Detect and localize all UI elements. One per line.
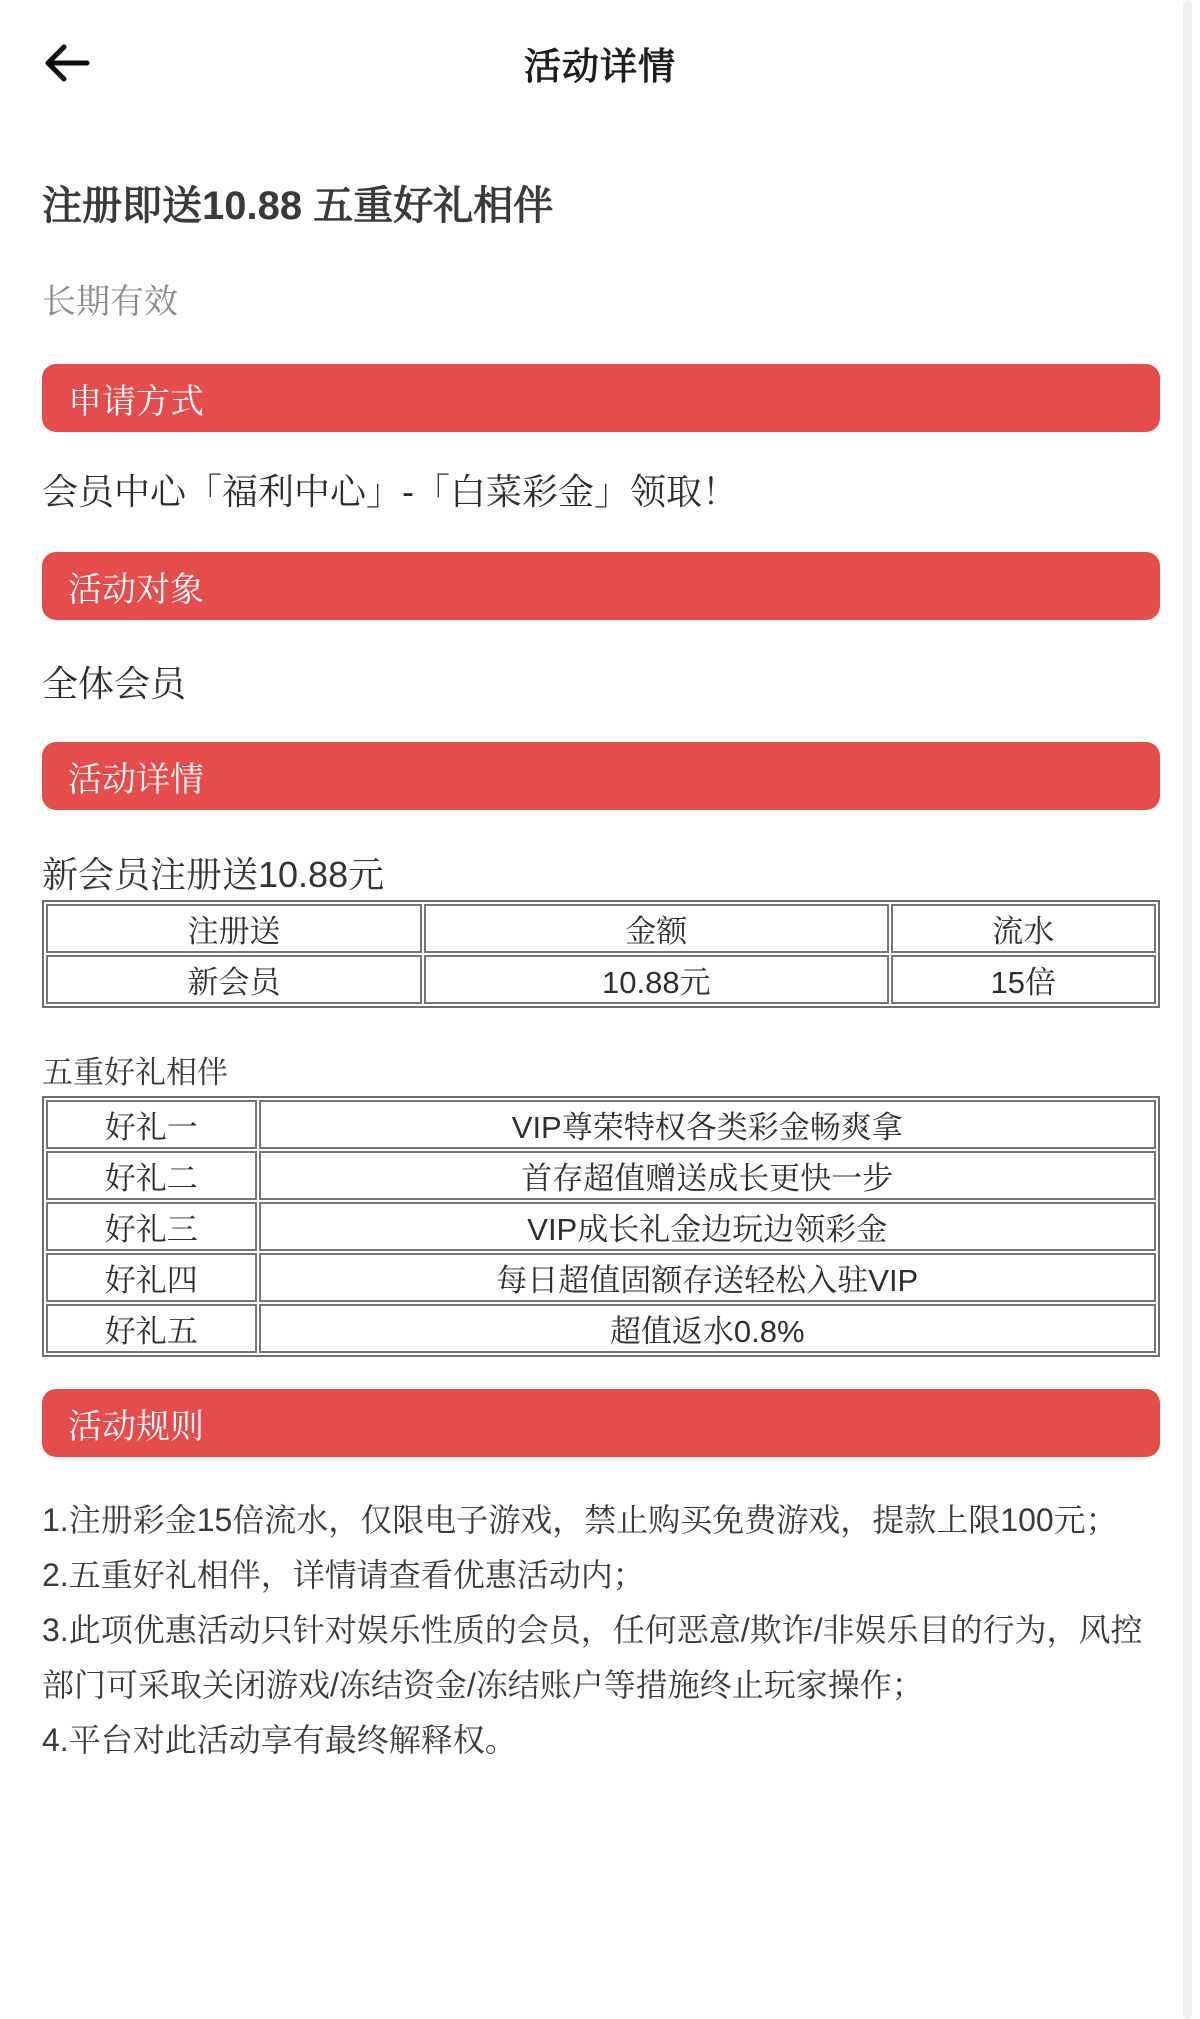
- app-header: [0, 0, 1200, 126]
- rule-item: 2.五重好礼相伴，详情请查看优惠活动内；: [42, 1557, 645, 1593]
- activity-detail-content: [0, 182, 1200, 1768]
- table-cell: 超值返水0.8%: [259, 1304, 1156, 1353]
- section-banner-details: [42, 742, 1160, 810]
- validity-label: 长期有效: [42, 283, 178, 321]
- section-banner-apply-label: 申请方式: [68, 382, 204, 421]
- section-banner-target-label: 活动对象: [68, 570, 204, 609]
- gifts-table: [42, 1096, 1160, 1357]
- table-header-cell: 注册送: [46, 904, 422, 953]
- table-cell: VIP尊荣特权各类彩金畅爽拿: [259, 1100, 1156, 1149]
- table-cell: 好礼二: [46, 1151, 257, 1200]
- table-cell: 好礼三: [46, 1202, 257, 1251]
- section-banner-apply: [42, 364, 1160, 432]
- gifts-heading: 五重好礼相伴: [42, 1055, 228, 1090]
- target-audience-text: 全体会员: [42, 663, 187, 704]
- table-cell: 首存超值赠送成长更快一步: [259, 1151, 1156, 1200]
- table-cell: 10.88元: [424, 955, 889, 1004]
- table-header-cell: 流水: [891, 904, 1156, 953]
- table-row: [46, 1253, 1156, 1302]
- scrollbar[interactable]: [1183, 0, 1192, 2019]
- rule-item: 1.注册彩金15倍流水，仅限电子游戏，禁止购买免费游戏，提款上限100元；: [42, 1502, 1118, 1538]
- rule-item: 4.平台对此活动享有最终解释权。: [42, 1722, 517, 1758]
- table-row: [46, 1304, 1156, 1353]
- section-banner-details-label: 活动详情: [68, 760, 204, 799]
- table-cell: 每日超值固额存送轻松入驻VIP: [259, 1253, 1156, 1302]
- table-row: [46, 1202, 1156, 1251]
- rule-item: 3.此项优惠活动只针对娱乐性质的会员，任何恶意/欺诈/非娱乐目的行为，风控部门可采取关闭游戏/冻结资金/冻结账户等措施终止玩家操作；: [42, 1612, 1143, 1703]
- table-header-cell: 金额: [424, 904, 889, 953]
- table-cell: 新会员: [46, 955, 422, 1004]
- activity-title: 注册即送10.88 五重好礼相伴: [42, 184, 554, 228]
- back-arrow-icon: [41, 38, 91, 88]
- page-header-title: 活动详情: [524, 46, 676, 87]
- table-cell: 好礼五: [46, 1304, 257, 1353]
- rules-list: [42, 1493, 1160, 1768]
- section-banner-rules: [42, 1389, 1160, 1457]
- table-cell: 好礼一: [46, 1100, 257, 1149]
- register-bonus-table: [42, 900, 1160, 1008]
- table-cell: 15倍: [891, 955, 1156, 1004]
- table-cell: 好礼四: [46, 1253, 257, 1302]
- section-banner-target: [42, 552, 1160, 620]
- table-cell: VIP成长礼金边玩边领彩金: [259, 1202, 1156, 1251]
- table-row: [46, 1151, 1156, 1200]
- table-row: [46, 955, 1156, 1004]
- table-row: [46, 1100, 1156, 1149]
- back-button[interactable]: [40, 37, 92, 89]
- apply-method-text: 会员中心「福利中心」-「白菜彩金」领取！: [42, 471, 738, 512]
- table-header-row: [46, 904, 1156, 953]
- register-bonus-heading: 新会员注册送10.88元: [42, 854, 385, 895]
- section-banner-rules-label: 活动规则: [68, 1407, 204, 1446]
